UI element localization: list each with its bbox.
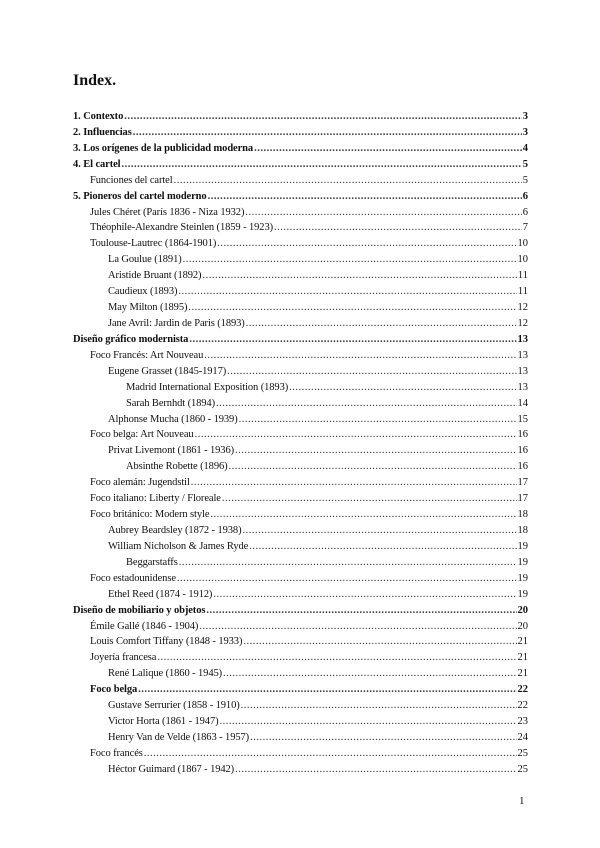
toc-leader-dots: [254, 141, 522, 157]
toc-leader-dots: [222, 491, 517, 507]
toc-entry-label: Funciones del cartel: [90, 174, 173, 186]
toc-leader-dots: [274, 220, 522, 236]
toc-entry-label: Joyería francesa: [90, 652, 157, 664]
toc-entry[interactable]: [73, 427, 528, 443]
toc-entry[interactable]: [73, 459, 528, 475]
toc-entry[interactable]: [73, 300, 528, 316]
toc-leader-dots: [195, 427, 517, 443]
toc-entry[interactable]: [73, 634, 528, 650]
toc-entry-label: 4. El cartel: [73, 158, 121, 170]
toc-entry-page: 21: [517, 652, 528, 664]
toc-entry-label: La Goulue (1891): [108, 254, 182, 266]
toc-leader-dots: [199, 619, 516, 635]
toc-entry-page: 3: [522, 126, 528, 138]
toc-leader-dots: [229, 459, 517, 475]
toc-entry[interactable]: [73, 316, 528, 332]
toc-entry-label: Madrid International Exposition (1893): [126, 381, 289, 393]
toc-leader-dots: [223, 666, 516, 682]
toc-entry-page: 21: [517, 668, 528, 680]
toc-entry-page: 6: [522, 190, 528, 202]
toc-entry-label: Aristide Bruant (1892): [108, 270, 202, 282]
toc-entry[interactable]: [73, 220, 528, 236]
toc-entry[interactable]: [73, 762, 528, 778]
toc-entry-label: René Lalique (1860 - 1945): [108, 668, 223, 680]
toc-entry[interactable]: [73, 698, 528, 714]
toc-entry-label: Jules Chéret (París 1836 - Niza 1932): [90, 206, 245, 218]
toc-leader-dots: [183, 252, 517, 268]
toc-entry[interactable]: [73, 443, 528, 459]
toc-entry-page: 5: [522, 174, 528, 186]
toc-entry-page: 7: [522, 222, 528, 234]
toc-entry-label: Aubrey Beardsley (1872 - 1938): [108, 524, 242, 536]
toc-entry-page: 25: [517, 763, 528, 775]
toc-entry[interactable]: [73, 523, 528, 539]
toc-entry-page: 20: [517, 620, 528, 632]
toc-entry[interactable]: [73, 507, 528, 523]
toc-leader-dots: [220, 714, 517, 730]
toc-leader-dots: [239, 412, 517, 428]
toc-entry-page: 13: [517, 349, 528, 361]
toc-entry[interactable]: [73, 252, 528, 268]
toc-entry[interactable]: [73, 348, 528, 364]
toc-entry-page: 11: [517, 270, 528, 282]
toc-entry-page: 4: [522, 142, 528, 154]
toc-entry-label: Héctor Guimard (1867 - 1942): [108, 763, 235, 775]
toc-entry-label: Ethel Reed (1874 - 1912): [108, 588, 213, 600]
toc-entry[interactable]: [73, 236, 528, 252]
toc-leader-dots: [242, 523, 516, 539]
toc-entry-label: Foco británico: Modern style: [90, 509, 210, 521]
toc-leader-dots: [133, 125, 522, 141]
toc-entry-label: Louis Comfort Tiffany (1848 - 1933): [90, 636, 243, 648]
toc-entry[interactable]: [73, 189, 528, 205]
toc-entry[interactable]: [73, 284, 528, 300]
toc-entry[interactable]: [73, 491, 528, 507]
toc-entry-label: Victor Horta (1861 - 1947): [108, 716, 219, 728]
toc-entry[interactable]: [73, 746, 528, 762]
toc-entry-label: Sarah Bernhdt (1894): [126, 397, 215, 409]
toc-leader-dots: [289, 380, 516, 396]
toc-leader-dots: [124, 109, 522, 125]
toc-entry-label: Gustave Serrurier (1858 - 1910): [108, 700, 240, 712]
toc-leader-dots: [188, 300, 516, 316]
toc-entry-page: 3: [522, 111, 528, 122]
toc-leader-dots: [208, 189, 522, 205]
toc-entry-page: 24: [517, 731, 528, 743]
page-title: Index.: [73, 72, 117, 89]
toc-entry[interactable]: [73, 539, 528, 555]
toc-leader-dots: [227, 364, 516, 380]
toc-entry-label: Eugene Grasset (1845-1917): [108, 365, 227, 377]
toc-entry-page: 5: [522, 158, 528, 170]
toc-entry-label: 3. Los orígenes de la publicidad moderna: [73, 142, 254, 154]
toc-leader-dots: [122, 157, 522, 173]
toc-entry[interactable]: [73, 109, 528, 125]
toc-entry-label: Foco alemán: Jugendstil: [90, 477, 190, 489]
toc-leader-dots: [191, 475, 517, 491]
toc-entry-label: 1. Contexto: [73, 111, 124, 122]
toc-entry-page: 15: [517, 413, 528, 425]
toc-entry-page: 16: [517, 461, 528, 473]
toc-entry-label: Beggarstaffs: [126, 556, 178, 568]
toc-entry[interactable]: [73, 603, 528, 619]
toc-leader-dots: [250, 730, 516, 746]
toc-leader-dots: [210, 507, 516, 523]
toc-entry[interactable]: [73, 666, 528, 682]
toc-entry[interactable]: [73, 619, 528, 635]
toc-entry-label: William Nicholson & James Ryde: [108, 540, 249, 552]
toc-entry-label: Foco Francés: Art Nouveau: [90, 349, 204, 361]
toc-entry-page: 13: [517, 365, 528, 377]
toc-entry-label: Foco belga: Art Nouveau: [90, 429, 194, 441]
toc-entry-page: 19: [517, 588, 528, 600]
toc-leader-dots: [189, 332, 516, 348]
toc-entry-page: 16: [517, 445, 528, 457]
toc-entry-page: 19: [517, 556, 528, 568]
toc-leader-dots: [213, 587, 516, 603]
table-of-contents: [73, 109, 528, 778]
toc-entry-page: 12: [517, 317, 528, 329]
toc-entry-label: Caudieux (1893): [108, 286, 178, 298]
toc-entry-page: 18: [517, 524, 528, 536]
toc-entry[interactable]: [73, 332, 528, 348]
toc-leader-dots: [241, 698, 517, 714]
toc-entry-label: Diseño gráfico modernista: [73, 333, 189, 345]
toc-entry-page: 21: [517, 636, 528, 648]
toc-leader-dots: [206, 603, 516, 619]
toc-entry[interactable]: [73, 650, 528, 666]
toc-entry[interactable]: [73, 173, 528, 189]
toc-entry-page: 17: [517, 493, 528, 505]
toc-entry-label: Foco francés: [90, 747, 143, 759]
toc-entry-label: Alphonse Mucha (1860 - 1939): [108, 413, 238, 425]
toc-entry[interactable]: [73, 205, 528, 221]
toc-entry-page: 16: [517, 429, 528, 441]
toc-entry-label: Émile Gallé (1846 - 1904): [90, 620, 199, 632]
toc-leader-dots: [204, 348, 516, 364]
toc-leader-dots: [246, 316, 517, 332]
toc-entry-page: 10: [517, 238, 528, 250]
toc-entry[interactable]: [73, 714, 528, 730]
toc-entry[interactable]: [73, 475, 528, 491]
toc-entry-page: 22: [517, 684, 528, 696]
toc-entry-page: 13: [517, 333, 528, 345]
toc-entry-page: 18: [517, 509, 528, 521]
toc-leader-dots: [174, 173, 522, 189]
toc-entry[interactable]: [73, 682, 528, 698]
toc-entry-label: May Milton (1895): [108, 302, 188, 314]
page-number: 1: [519, 795, 525, 807]
toc-leader-dots: [202, 268, 516, 284]
toc-entry-page: 20: [517, 604, 528, 616]
toc-entry-label: 5. Pioneros del cartel moderno: [73, 190, 207, 202]
toc-entry-label: Diseño de mobiliario y objetos: [73, 604, 206, 616]
toc-entry-label: Foco italiano: Liberty / Floreale: [90, 493, 221, 505]
toc-entry[interactable]: [73, 364, 528, 380]
toc-entry-page: 19: [517, 540, 528, 552]
toc-leader-dots: [138, 682, 516, 698]
toc-entry-page: 19: [517, 572, 528, 584]
toc-leader-dots: [216, 396, 517, 412]
toc-entry-label: Henry Van de Velde (1863 - 1957): [108, 731, 250, 743]
toc-entry[interactable]: [73, 157, 528, 173]
toc-leader-dots: [179, 555, 517, 571]
toc-entry-label: Foco estadounidense: [90, 572, 176, 584]
toc-entry[interactable]: [73, 396, 528, 412]
toc-leader-dots: [243, 634, 516, 650]
toc-entry-page: 14: [517, 397, 528, 409]
toc-entry[interactable]: [73, 380, 528, 396]
toc-entry-label: 2. Influencias: [73, 126, 132, 138]
toc-entry-page: 25: [517, 747, 528, 759]
toc-leader-dots: [144, 746, 517, 762]
toc-entry-label: Privat Livemont (1861 - 1936): [108, 445, 234, 457]
toc-entry[interactable]: [73, 412, 528, 428]
toc-entry-page: 22: [517, 700, 528, 712]
toc-entry-page: 23: [517, 716, 528, 728]
toc-leader-dots: [245, 205, 521, 221]
toc-leader-dots: [157, 650, 516, 666]
toc-entry[interactable]: [73, 571, 528, 587]
toc-entry-label: Jane Avril: Jardin de Paris (1893): [108, 317, 245, 329]
toc-leader-dots: [177, 571, 517, 587]
toc-entry-label: Théophile-Alexandre Steinlen (1859 - 1923): [90, 222, 273, 234]
toc-entry[interactable]: [73, 730, 528, 746]
toc-entry[interactable]: [73, 587, 528, 603]
toc-entry-page: 13: [517, 381, 528, 393]
toc-entry-page: 12: [517, 302, 528, 314]
toc-entry[interactable]: [73, 268, 528, 284]
toc-leader-dots: [235, 443, 517, 459]
toc-entry-page: 11: [517, 286, 528, 298]
toc-entry-page: 6: [522, 206, 528, 218]
toc-entry[interactable]: [73, 141, 528, 157]
toc-entry-page: 17: [517, 477, 528, 489]
toc-entry-label: Absinthe Robette (1896): [126, 461, 228, 473]
toc-leader-dots: [235, 762, 516, 778]
toc-entry-label: Foco belga: [90, 684, 138, 696]
toc-entry[interactable]: [73, 555, 528, 571]
toc-entry[interactable]: [73, 125, 528, 141]
toc-leader-dots: [178, 284, 517, 300]
toc-leader-dots: [249, 539, 516, 555]
toc-leader-dots: [217, 236, 516, 252]
toc-entry-page: 10: [517, 254, 528, 266]
toc-entry-label: Toulouse-Lautrec (1864-1901): [90, 238, 217, 250]
